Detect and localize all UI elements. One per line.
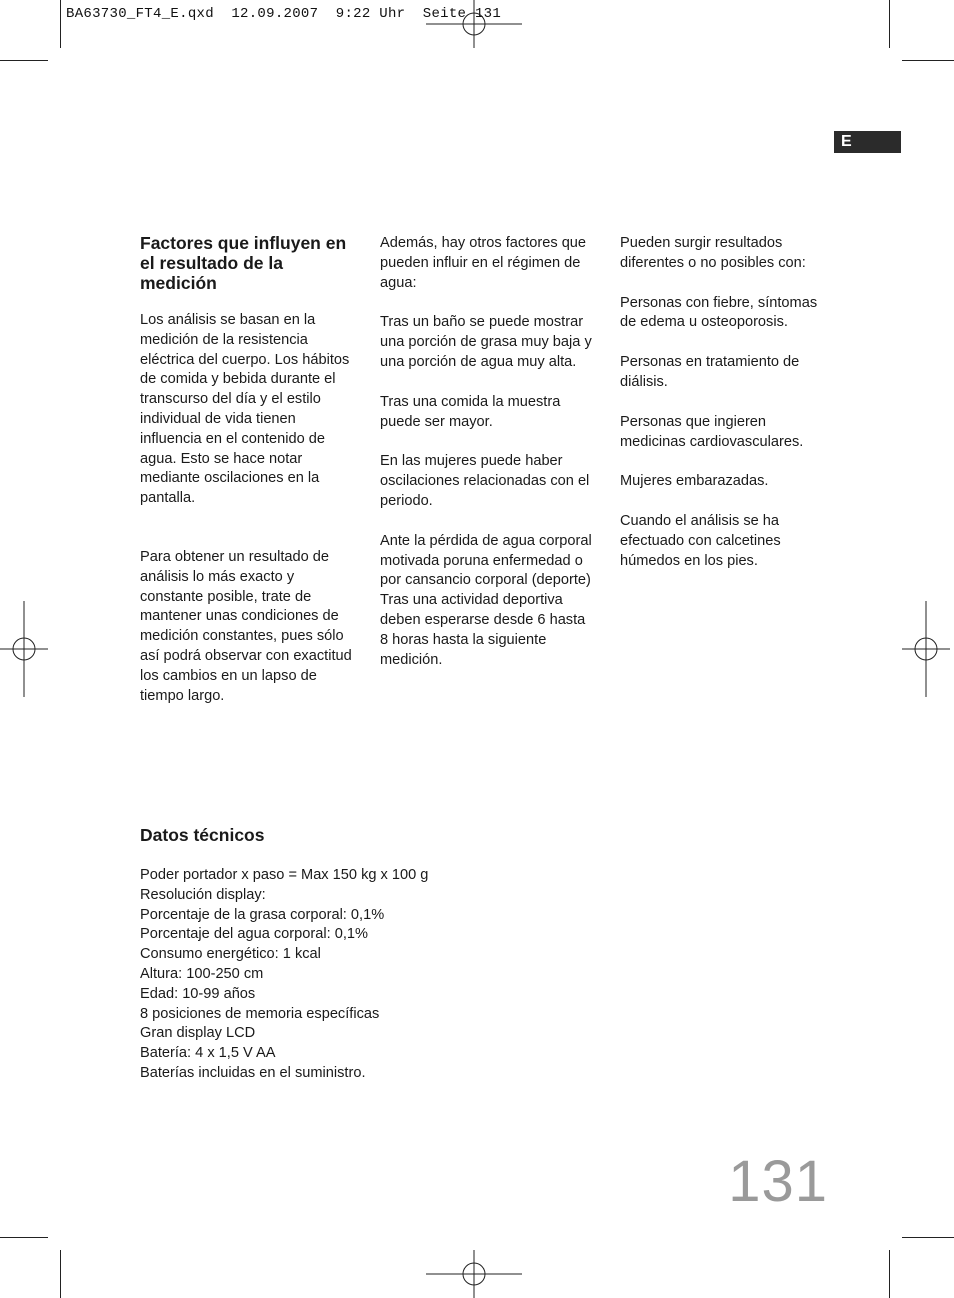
section-heading-factors: Factores que influyen en el resultado de la medición bbox=[140, 233, 347, 293]
crop-mark-tl-v bbox=[60, 0, 61, 48]
paragraph: Personas en tratamiento de diálisis. bbox=[620, 354, 800, 390]
crop-mark-tl-h bbox=[0, 60, 48, 61]
column-left bbox=[140, 233, 352, 726]
paragraph: En las mujeres puede haber oscilaciones relacionadas con el periodo. bbox=[380, 453, 590, 509]
column-middle bbox=[380, 233, 592, 690]
registration-mark-bottom bbox=[426, 1250, 522, 1298]
paragraph: Para obtener un resultado de análisis lo más exacto y constante posible, trate de mantener unas condiciones de medición constantes, pues sólo así podrá observar con exactitud los cambios en un lapso de tiempo largo. bbox=[140, 548, 352, 704]
list-item: Porcentaje de la grasa corporal: 0,1% bbox=[140, 906, 385, 923]
paragraph: Tras un baño se puede mostrar una porción de grasa muy baja y una porción de agua muy alta. bbox=[380, 314, 592, 370]
print-slug: BA63730_FT4_E.qxd 12.09.2007 9:22 Uhr Seite 131 bbox=[66, 6, 502, 22]
column-right bbox=[620, 233, 832, 592]
list-item: Poder portador x paso = Max 150 kg x 100 g bbox=[140, 867, 429, 883]
crop-mark-bl-h bbox=[0, 1237, 48, 1238]
crop-mark-br-h bbox=[902, 1237, 954, 1238]
crop-mark-tr-v bbox=[889, 0, 890, 48]
list-item: 8 posiciones de memoria específicas bbox=[140, 1005, 380, 1022]
registration-mark-right bbox=[902, 601, 950, 697]
list-item: Edad: 10-99 años bbox=[140, 985, 256, 1002]
list-item: Gran display LCD bbox=[140, 1025, 256, 1042]
list-item: Baterías incluidas en el suministro. bbox=[140, 1064, 366, 1081]
page-number: 131 bbox=[728, 1149, 828, 1214]
crop-mark-br-v bbox=[889, 1250, 890, 1298]
paragraph: Tras una comida la muestra puede ser mayor. bbox=[380, 393, 561, 430]
technical-data-list bbox=[140, 866, 640, 1084]
registration-mark-top bbox=[426, 0, 522, 48]
paragraph: Personas con fiebre, síntomas de edema u osteoporosis. bbox=[620, 294, 818, 331]
paragraph: Ante la pérdida de agua corporal motivada poruna enfermedad o por cansancio corporal (deporte) Tras una actividad deportiva deben esperarse desde 6 hasta 8 horas hasta la siguiente medición. bbox=[380, 532, 592, 668]
technical-data-section bbox=[140, 825, 640, 1084]
paragraph: Además, hay otros factores que pueden influir en el régimen de agua: bbox=[380, 235, 587, 291]
list-item: Altura: 100-250 cm bbox=[140, 965, 264, 982]
paragraph: Mujeres embarazadas. bbox=[620, 473, 769, 490]
list-item: Batería: 4 x 1,5 V AA bbox=[140, 1045, 276, 1062]
paragraph: Los análisis se basan en la medición de la resistencia eléctrica del cuerpo. Los hábitos de comida y bebida durante el transcurso del día y el estilo individual de vida tienen influencia en el contenido de agua. Esto se hace notar mediante oscilaciones en la pantalla. bbox=[140, 312, 350, 507]
paragraph: Personas que ingieren medicinas cardiovasculares. bbox=[620, 413, 804, 450]
crop-mark-bl-v bbox=[60, 1250, 61, 1298]
list-item: Resolución display: bbox=[140, 886, 266, 903]
list-item: Consumo energético: 1 kcal bbox=[140, 946, 321, 963]
crop-mark-tr-h bbox=[902, 60, 954, 61]
language-tab: E bbox=[834, 131, 901, 153]
section-heading-technical-data: Datos técnicos bbox=[140, 825, 265, 845]
list-item: Porcentaje del agua corporal: 0,1% bbox=[140, 926, 368, 943]
paragraph: Cuando el análisis se ha efectuado con calcetines húmedos en los pies. bbox=[620, 513, 781, 569]
registration-mark-left bbox=[0, 601, 48, 697]
paragraph: Pueden surgir resultados diferentes o no posibles con: bbox=[620, 235, 806, 271]
